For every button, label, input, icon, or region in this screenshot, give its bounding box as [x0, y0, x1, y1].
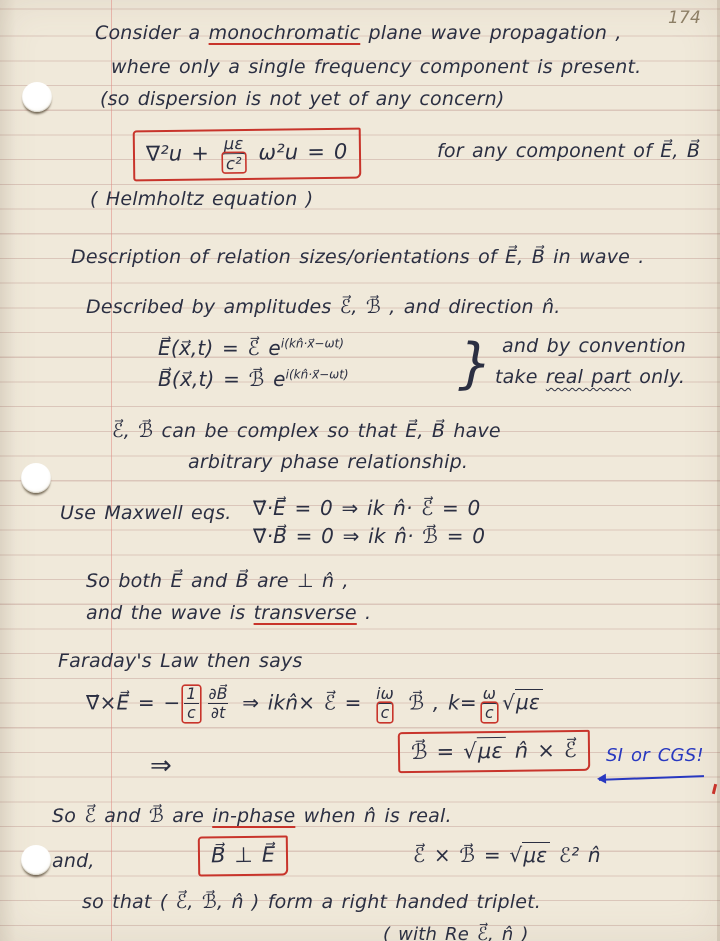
words-real-part: real part [545, 366, 632, 388]
eq-B-field-seg0: B⃗(x⃗,t) = ℬ⃗ e [158, 367, 286, 391]
line-complex-1-seg0: ℰ⃗, ℬ⃗ can be complex so that E⃗, B⃗ have [112, 420, 501, 442]
frac-mu-eps-c2-den: c² [223, 153, 245, 173]
margin-line [111, 0, 112, 941]
line-description [71, 246, 645, 270]
frac-w-over-c [480, 686, 499, 722]
eq-faraday-seg0: ∇⃗×E⃗ = − [86, 690, 181, 715]
frac-iw-over-c-den: c [378, 703, 393, 722]
sqrt-mu-eps-2: με [477, 737, 506, 765]
punch-hole-bottom [21, 845, 51, 875]
line-consider [95, 22, 622, 46]
frac-1-over-c-num: 1 [186, 685, 197, 703]
frac-w-over-c-num: ω [482, 685, 497, 703]
note-any-component-seg0: for any component of E⃗, B⃗ [437, 140, 701, 162]
label-faraday-seg0: Faraday's Law then says [58, 650, 303, 672]
line-complex-2 [188, 451, 468, 475]
line-single-frequency [111, 56, 641, 80]
eq-B-cross-seg1: √ [463, 739, 477, 764]
line-and-seg0: and, [52, 850, 95, 872]
eq-B-field [158, 367, 349, 392]
frac-iw-over-c-num: iω [376, 685, 394, 703]
sqrt-mu-eps-3: με [522, 842, 550, 868]
note-any-component [437, 140, 700, 164]
note-convention-2 [495, 366, 685, 390]
eq-helmholtz [133, 128, 361, 182]
line-triplet-seg0: so that ( ℰ⃗, ℬ⃗, n̂ ) form a right handed triplet. [82, 891, 542, 913]
brace-convention [458, 330, 493, 398]
line-complex-1 [112, 420, 501, 444]
exponent-B: i(kn̂·x⃗−ωt) [285, 367, 349, 382]
eq-helmholtz-seg2: ω²u = 0 [249, 139, 348, 165]
label-maxwell [60, 502, 232, 526]
frac-1-over-c [183, 686, 199, 722]
eq-B-perp-E-seg0: B⃗ ⊥ E⃗ [210, 842, 276, 868]
eq-B-cross-seg3: n̂ × ℰ⃗ [505, 737, 577, 763]
arrow-implies [150, 750, 172, 783]
eq-div-B-seg0: ∇⃗·B⃗ = 0 ⇒ ik n̂· ℬ⃗ = 0 [253, 524, 486, 548]
line-cutoff [383, 924, 529, 941]
eq-div-E-seg0: ∇⃗·E⃗ = 0 ⇒ ik n̂· ℰ⃗ = 0 [253, 496, 481, 520]
note-convention-2-seg2: only. [631, 366, 686, 388]
eq-faraday-seg3: ⇒ ikn̂× ℰ⃗ = [233, 690, 371, 715]
eq-E-field-seg0: E⃗(x⃗,t) = ℰ⃗ e [158, 336, 281, 360]
frac-dB-dt-den: ∂t [208, 703, 229, 722]
frac-mu-eps-c2 [221, 135, 247, 173]
line-perpendicular [86, 570, 349, 594]
si-cgs-text: SI or CGS! [606, 745, 704, 766]
word-monochromatic: monochromatic [208, 22, 361, 44]
line-transverse [86, 602, 371, 626]
line-triplet [82, 891, 541, 915]
punch-hole-middle [21, 463, 51, 493]
line-consider-seg2: plane wave propagation , [360, 22, 622, 44]
line-in-phase-seg2: when n̂ is real. [295, 805, 452, 827]
frac-mu-eps-c2-num: με [223, 134, 244, 154]
frac-w-over-c-den: c [482, 703, 497, 722]
word-transverse: transverse [253, 602, 357, 624]
note-convention-2-seg0: take [495, 366, 546, 388]
line-described-by-seg0: Described by amplitudes ℰ⃗, ℬ⃗ , and direction n̂. [86, 296, 561, 318]
eq-faraday-seg7: √ [502, 690, 516, 715]
frac-iw-over-c [373, 686, 397, 722]
line-cutoff-seg0: ( with Re ℰ⃗, n̂ ) [383, 924, 529, 941]
line-in-phase [52, 805, 452, 829]
frac-dB-dt [206, 686, 231, 722]
line-complex-2-seg0: arbitrary phase relationship. [188, 451, 469, 473]
eq-poynting-seg0: ℰ⃗ × ℬ⃗ = [413, 843, 510, 867]
note-convention-1-seg0: and by convention [502, 335, 687, 357]
note-si-cgs [606, 745, 704, 768]
line-consider-seg0: Consider a [95, 22, 209, 44]
word-in-phase: in-phase [212, 805, 296, 827]
eq-faraday [86, 686, 543, 722]
frac-1-over-c-den: c [184, 703, 199, 722]
curly-brace: } [458, 332, 493, 395]
line-helmholtz-label-seg0: ( Helmholtz equation ) [90, 188, 314, 210]
sqrt-mu-eps: με [515, 689, 543, 715]
eq-poynting [413, 842, 601, 868]
eq-helmholtz-seg0: ∇²u + [145, 141, 219, 166]
line-single-frequency-seg0: where only a single frequency component is present. [111, 56, 642, 78]
left-arrow-icon [599, 775, 704, 781]
line-and [52, 850, 95, 874]
note-convention-1 [502, 335, 686, 359]
eq-poynting-seg1: √ [509, 843, 523, 867]
line-dispersion [100, 88, 505, 112]
line-described-by [86, 296, 561, 320]
label-maxwell-seg0: Use Maxwell eqs. [60, 502, 232, 524]
eq-poynting-seg3: ℰ² n̂ [550, 843, 601, 867]
eq-div-E [253, 496, 480, 521]
eq-B-perp-E [198, 835, 289, 876]
line-perpendicular-seg0: So both E⃗ and B⃗ are ⊥ n̂ , [86, 570, 349, 592]
page-number [668, 8, 701, 29]
frac-dB-dt-num: ∂B⃗ [208, 685, 228, 703]
eq-div-B [253, 524, 485, 549]
line-dispersion-seg0: (so dispersion is not yet of any concern) [100, 88, 505, 110]
punch-hole-top [22, 82, 52, 112]
eq-faraday-seg5: ℬ⃗ , k= [399, 690, 477, 715]
label-faraday [58, 650, 303, 674]
line-description-seg0: Description of relation sizes/orientations of E⃗, B⃗ in wave . [71, 246, 645, 268]
eq-B-cross [398, 730, 590, 774]
implies-arrow: ⇒ [150, 751, 172, 781]
eq-E-field [158, 336, 344, 361]
line-in-phase-seg0: So ℰ⃗ and ℬ⃗ are [52, 805, 213, 827]
line-transverse-seg2: . [356, 602, 372, 624]
line-helmholtz-label [90, 188, 313, 212]
page-number-text: 174 [668, 8, 702, 28]
line-transverse-seg0: and the wave is [86, 602, 254, 624]
eq-B-cross-seg0: ℬ⃗ = [410, 739, 464, 765]
exponent-E: i(kn̂·x⃗−ωt) [280, 336, 344, 351]
